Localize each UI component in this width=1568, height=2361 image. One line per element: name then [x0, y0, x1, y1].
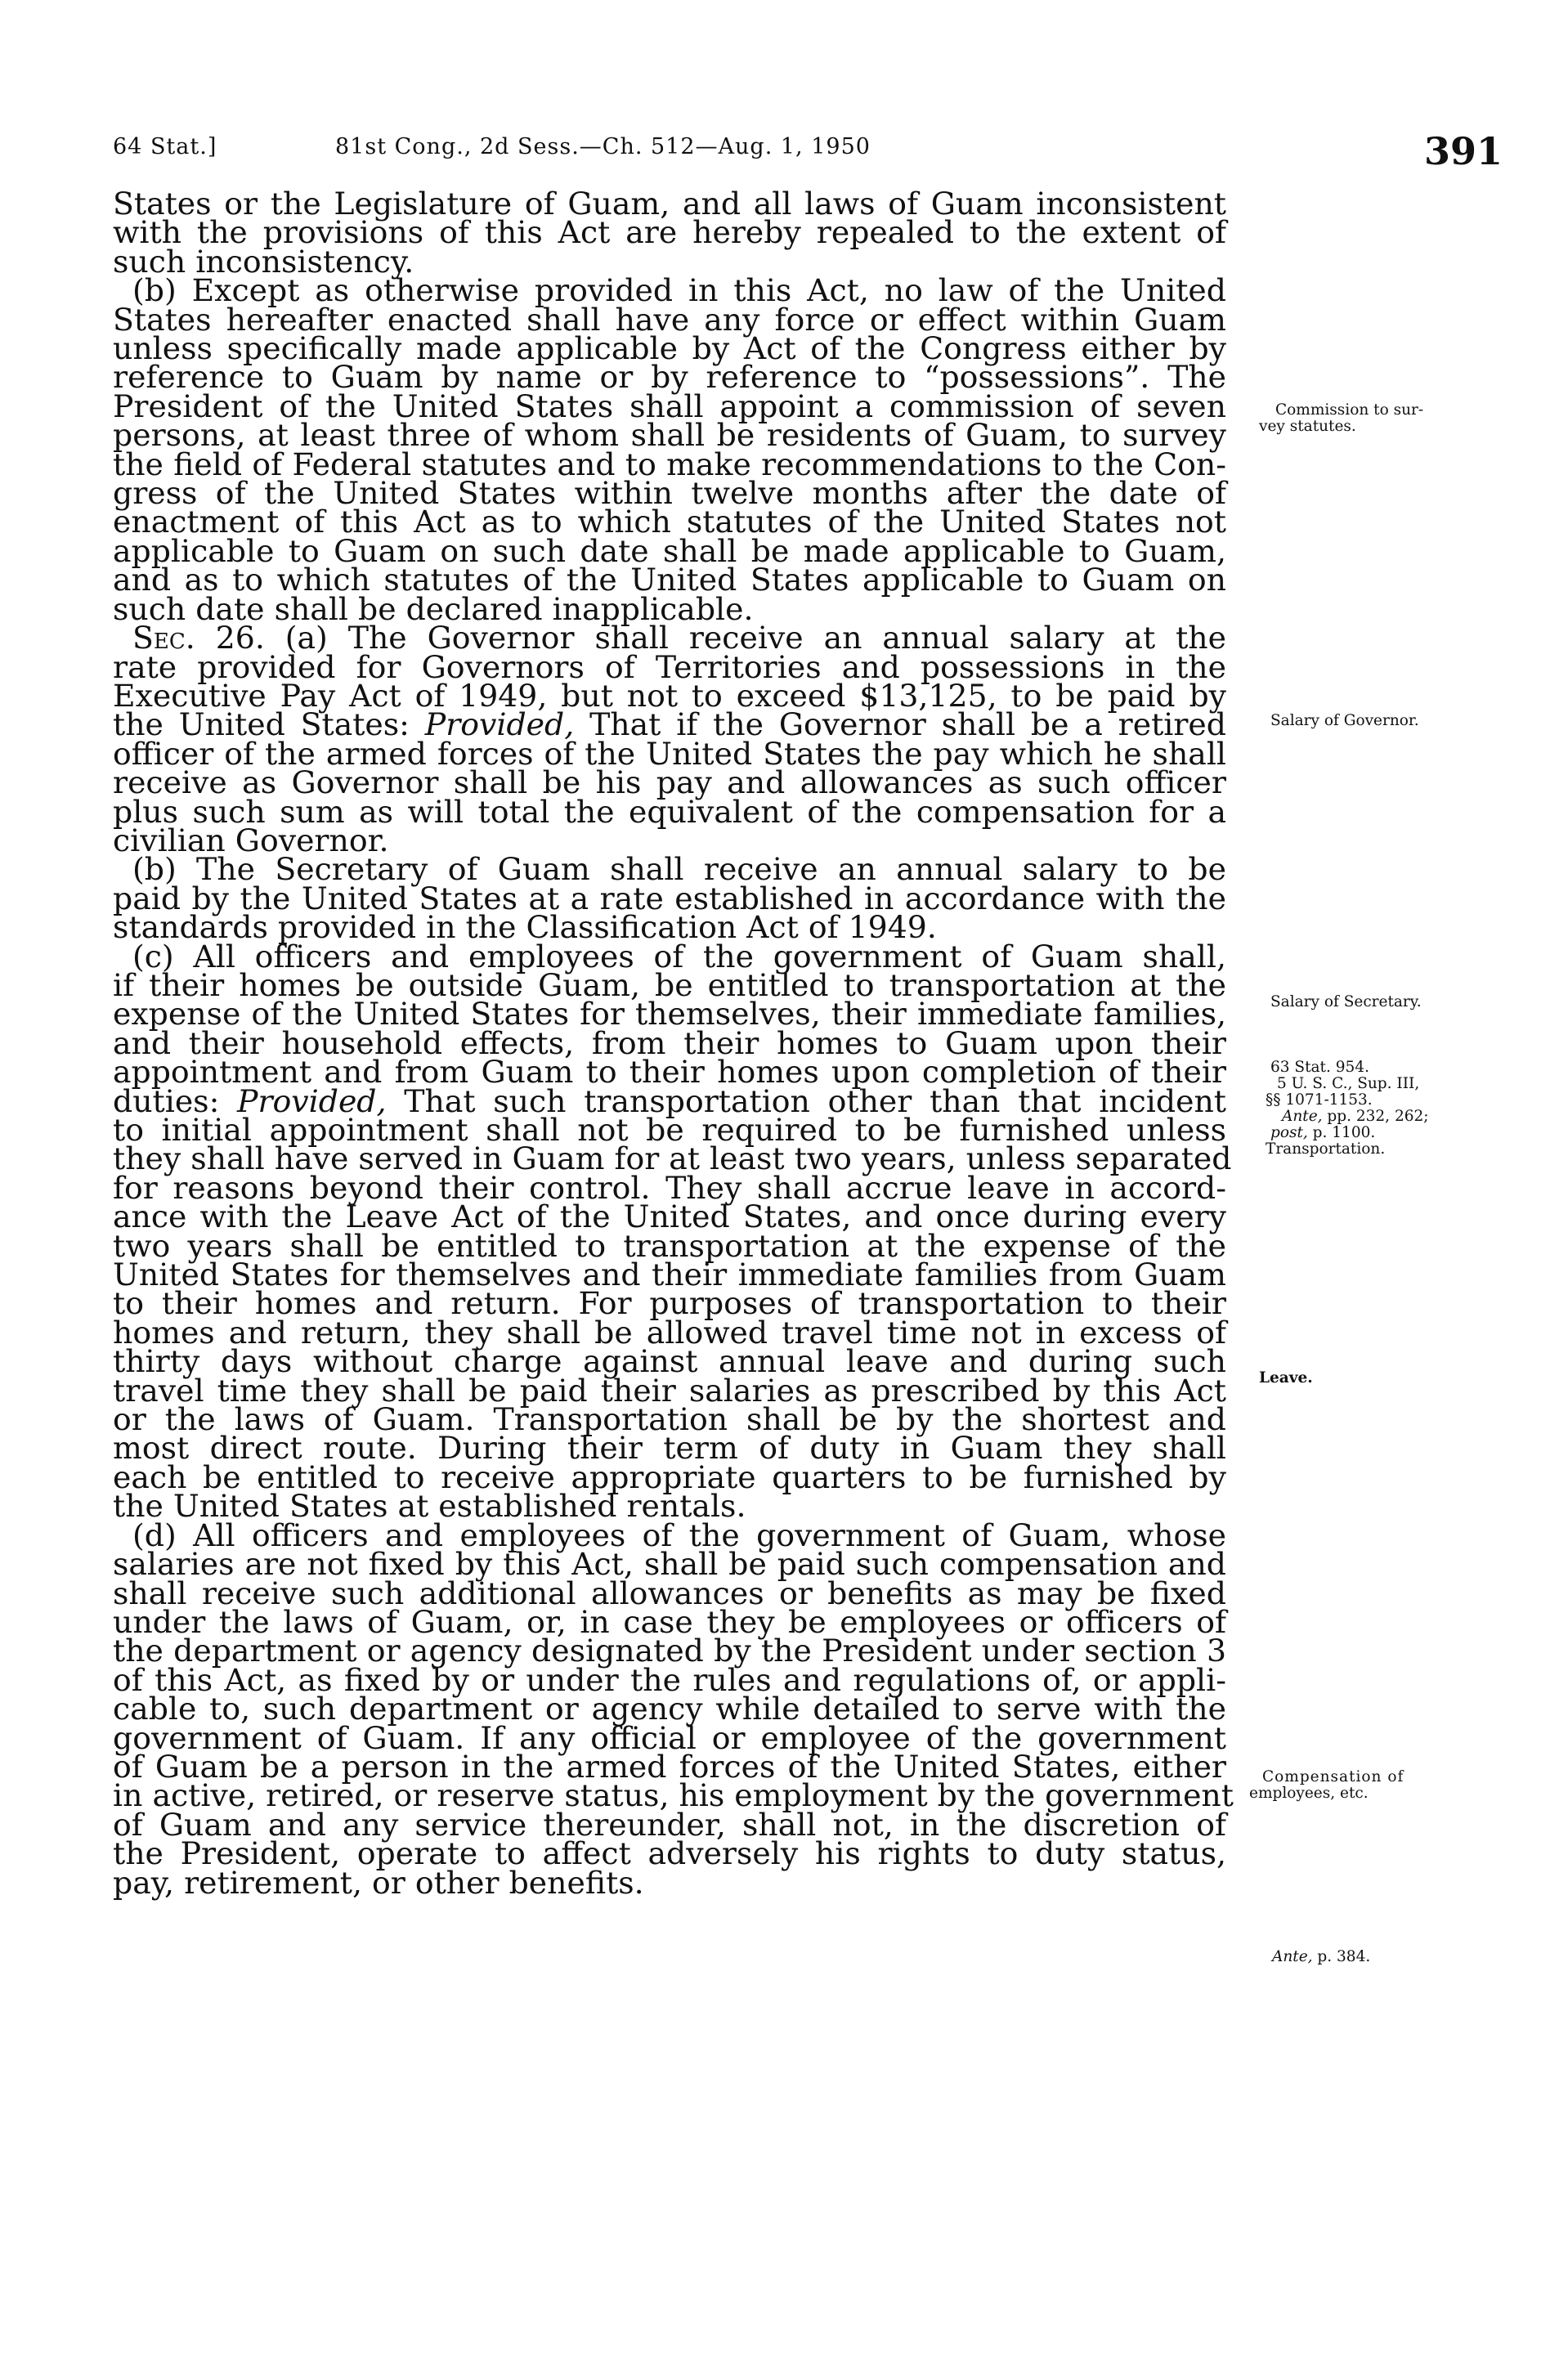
text-line: of Guam and any service thereunder, shall not, in the discretion of — [113, 1806, 1226, 1843]
text-line: most direct route. During their term of duty in Guam they shall — [113, 1430, 1226, 1467]
ante-italic: Ante, — [1282, 1108, 1323, 1125]
text-line: President of the United States shall appoint a commission of seven — [113, 388, 1226, 424]
paragraph-sec26-a-governor-salary — [113, 620, 1226, 858]
text-line: expense of the United States for themselves, their immediate families, — [113, 996, 1226, 1033]
text-line: salaries are not fixed by this Act, shall be paid such compensation and — [113, 1546, 1226, 1583]
sidenote-line: Compensation of — [1262, 1768, 1404, 1785]
post-italic: post, — [1270, 1124, 1308, 1141]
text-line: (c) All officers and employees of the government of Guam shall, — [132, 938, 1226, 974]
text-line: officer of the armed forces of the United States the pay which he shall — [113, 735, 1226, 772]
sidenote-segment: p. 384. — [1312, 1948, 1371, 1965]
text-line: ance with the Leave Act of the United States, and once during every — [113, 1198, 1226, 1235]
text-line: reference to Guam by name or by reference to “possessions”. The — [113, 359, 1226, 396]
running-header — [113, 129, 1503, 178]
sidenote-line — [1270, 1109, 1429, 1125]
text-line: homes and return, they shall be allowed travel time not in excess of — [113, 1314, 1226, 1351]
statute-body — [113, 186, 1234, 1901]
text-line: such date shall be declared inapplicable. — [113, 590, 754, 627]
sidenote-line: Salary of Secretary. — [1270, 993, 1422, 1010]
text-line: under the laws of Guam, or, in case they be employees or officers of — [113, 1603, 1226, 1640]
text-line: shall receive such additional allowances or benefits as may be fixed — [113, 1575, 1226, 1611]
sidenote-salary-secretary — [1270, 994, 1422, 1010]
sidenote-commission — [1259, 402, 1423, 435]
sidenote-line — [1270, 1125, 1429, 1141]
text-line: persons, at least three of whom shall be residents of Guam, to survey — [113, 417, 1226, 454]
text-line: they shall have served in Guam for at least two years, unless separated — [113, 1140, 1232, 1177]
text-line: the United States at established rentals. — [113, 1488, 746, 1525]
text-line: two years shall be entitled to transportation at the expense of the — [113, 1227, 1226, 1264]
text-line: to their homes and return. For purposes of transportation to their — [113, 1285, 1226, 1322]
text-line: States or the Legislature of Guam, and all laws of Guam inconsistent — [113, 186, 1226, 222]
sidenote-line — [1272, 1949, 1370, 1965]
text-line: and as to which statutes of the United States applicable to Guam on — [113, 562, 1226, 598]
text-line: government of Guam. If any official or employee of the government — [113, 1719, 1226, 1756]
text-line: with the provisions of this Act are hereby repealed to the extent of — [113, 214, 1226, 251]
sidenote-line: 63 Stat. 954. — [1270, 1059, 1369, 1076]
sidenote-line: vey statutes. — [1259, 418, 1356, 435]
text-line: standards provided in the Classification Act of 1949. — [113, 909, 937, 946]
text-segment: the United States: — [113, 706, 425, 743]
sidenote-leave — [1259, 1370, 1313, 1387]
text-line: pay, retirement, or other benefits. — [113, 1864, 644, 1901]
text-line: and their household effects, from their homes to Guam upon their — [113, 1024, 1226, 1061]
paragraph-b-federal-laws — [113, 272, 1226, 627]
text-line: in active, retired, or reserve status, his employment by the government — [113, 1777, 1234, 1814]
text-line: travel time they shall be paid their salaries as prescribed by this Act — [113, 1372, 1226, 1409]
section-label: Sec. — [132, 620, 195, 656]
text-line: the field of Federal statutes and to make recommendations to the Con- — [113, 446, 1226, 482]
text-line: rate provided for Governors of Territories and possessions in the — [113, 648, 1226, 685]
text-line: paid by the United States at a rate established in accordance with the — [113, 880, 1226, 916]
paragraph-repeal-inconsistent — [113, 186, 1226, 280]
paragraph-b-secretary-salary — [113, 851, 1226, 946]
text-line: receive as Governor shall be his pay and allowances as such officer — [113, 764, 1226, 801]
text-segment: duties: — [113, 1082, 238, 1119]
text-segment: 26. (a) The Governor shall receive an annual salary at the — [195, 620, 1226, 656]
text-line: of Guam be a person in the armed forces of the United States, either — [113, 1748, 1226, 1785]
sidenote-line: employees, etc. — [1249, 1785, 1369, 1802]
sidenote-salary-governor — [1270, 713, 1419, 729]
text-line: cable to, such department or agency while detailed to serve with the — [113, 1691, 1226, 1727]
paragraph-d-compensation — [113, 1517, 1234, 1901]
header-congress-session: 81st Cong., 2d Sess.—Ch. 512—Aug. 1, 1950 — [335, 134, 871, 159]
provided-italic: Provided, — [424, 706, 575, 743]
provided-italic: Provided, — [237, 1082, 387, 1119]
text-segment: That if the Governor shall be a retired — [574, 706, 1226, 743]
text-line: (d) All officers and employees of the government of Guam, whose — [132, 1517, 1226, 1553]
sidenote-line: §§ 1071-1153. — [1266, 1091, 1373, 1109]
sidenote-statute-references — [1266, 1059, 1429, 1158]
text-line: the department or agency designated by the President under section 3 — [113, 1633, 1226, 1669]
sidenote-line: Leave. — [1259, 1369, 1313, 1387]
text-line: (b) The Secretary of Guam shall receive an annual salary to be — [132, 851, 1226, 888]
text-line: if their homes be outside Guam, be entitled to transportation at the — [113, 966, 1226, 1003]
sidenote-line: Salary of Governor. — [1270, 712, 1419, 729]
sidenote-compensation — [1249, 1769, 1404, 1802]
page-number: 391 — [1423, 129, 1503, 173]
text-segment: That such transportation other than that incident — [386, 1082, 1226, 1119]
text-line: gress of the United States within twelve months after the date of — [113, 475, 1226, 512]
text-line: thirty days without charge against annual leave and during such — [113, 1343, 1226, 1380]
text-line: United States for themselves and their immediate families from Guam — [113, 1257, 1226, 1293]
text-line: applicable to Guam on such date shall be made applicable to Guam, — [113, 532, 1226, 569]
text-line: of this Act, as fixed by or under the rules and regulations of, or appli- — [113, 1661, 1226, 1698]
sidenote-segment: pp. 232, 262; — [1322, 1108, 1429, 1125]
text-line: the President, operate to affect adversely his rights to duty status, — [113, 1835, 1226, 1872]
sidenote-line: 5 U. S. C., Sup. III, — [1277, 1075, 1420, 1092]
text-line: Executive Pay Act of 1949, but not to exceed $13,125, to be paid by — [113, 677, 1226, 714]
sidenote-segment: p. 1100. — [1307, 1124, 1376, 1141]
ante-italic: Ante, — [1272, 1948, 1313, 1965]
paragraph-c-transportation — [113, 938, 1232, 1525]
text-line: (b) Except as otherwise provided in this Act, no law of the United — [132, 272, 1226, 309]
sidenote-ante-384 — [1272, 1949, 1370, 1965]
header-stat-volume: 64 Stat.] — [113, 134, 217, 159]
text-line: unless specifically made applicable by Act of the Congress either by — [113, 330, 1226, 367]
text-line: enactment of this Act as to which statutes of the United States not — [113, 504, 1226, 540]
text-line: such inconsistency. — [113, 243, 414, 280]
text-line: States hereafter enacted shall have any force or effect within Guam — [113, 301, 1226, 338]
text-line: or the laws of Guam. Transportation shall be by the shortest and — [113, 1401, 1226, 1438]
text-line: to initial appointment shall not be required to be furnished unless — [113, 1112, 1226, 1148]
text-line: civilian Governor. — [113, 822, 389, 858]
sidenote-line: Transportation. — [1266, 1140, 1386, 1158]
text-line: appointment and from Guam to their homes upon completion of their — [113, 1054, 1226, 1091]
text-line: plus such sum as will total the equivalent of the compensation for a — [113, 793, 1226, 830]
text-line: each be entitled to receive appropriate quarters to be furnished by — [113, 1458, 1226, 1495]
sidenote-line: Commission to sur- — [1275, 401, 1424, 419]
text-line: for reasons beyond their control. They shall accrue leave in accord- — [113, 1169, 1226, 1206]
